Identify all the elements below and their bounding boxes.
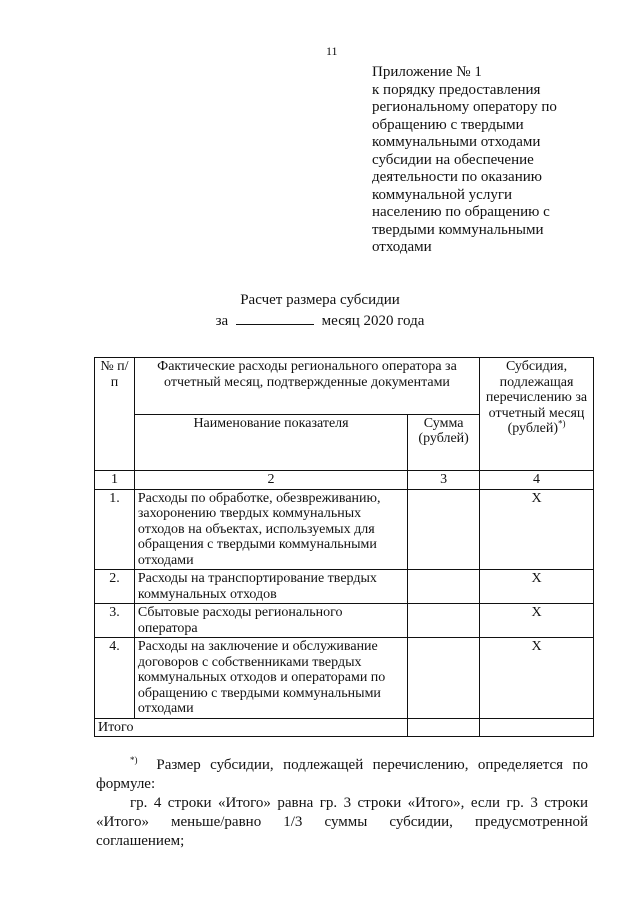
header-indicator-name: Наименование показателя xyxy=(134,414,407,471)
appendix-line: твердыми коммунальными xyxy=(372,221,544,238)
total-row xyxy=(95,718,594,737)
table-row xyxy=(95,489,594,570)
footnote xyxy=(96,756,588,851)
total-subsidy[interactable] xyxy=(480,718,594,737)
header-subsidy xyxy=(480,358,594,471)
table-row xyxy=(95,604,594,638)
appendix-line: отходами xyxy=(372,239,432,255)
row-amount[interactable] xyxy=(408,638,480,719)
period-prefix: за xyxy=(215,313,229,329)
appendix-line: коммунальной услуги xyxy=(372,186,512,203)
column-number: 3 xyxy=(408,471,480,490)
table-row xyxy=(95,638,594,719)
appendix-line: субсидии на обеспечение xyxy=(372,151,534,168)
row-num: 3. xyxy=(95,604,135,638)
row-name: Сбытовые расходы регионального оператора xyxy=(134,604,407,638)
appendix-line: Приложение № 1 xyxy=(372,64,482,80)
calculation-period xyxy=(0,310,640,331)
calculation-title: Расчет размера субсидии xyxy=(240,292,400,308)
header-actual-costs: Фактические расходы регионального оператора за отчетный месяц, подтвержденные документами xyxy=(134,358,479,415)
appendix-line: обращению с твердыми xyxy=(372,116,524,133)
column-number: 2 xyxy=(134,471,407,490)
row-amount[interactable] xyxy=(408,489,480,570)
total-amount[interactable] xyxy=(408,718,480,737)
footnote-text: Размер субсидии, подлежащей перечислению, определяется по формуле: xyxy=(96,757,589,792)
appendix-line: к порядку предоставления xyxy=(372,81,541,98)
period-suffix: месяц 2020 года xyxy=(321,313,425,329)
row-subsidy: Х xyxy=(480,489,594,570)
row-num: 1. xyxy=(95,489,135,570)
footnote-paragraph xyxy=(96,756,588,794)
row-subsidy: Х xyxy=(480,604,594,638)
row-amount[interactable] xyxy=(408,570,480,604)
appendix-header xyxy=(372,64,602,257)
appendix-line: деятельности по оказанию xyxy=(372,169,542,185)
row-num: 4. xyxy=(95,638,135,719)
row-subsidy: Х xyxy=(480,638,594,719)
page-number: 11 xyxy=(326,44,338,58)
total-label: Итого xyxy=(95,718,408,737)
row-amount[interactable] xyxy=(408,604,480,638)
row-name: Расходы на транспортирование твердых коммунальных отходов xyxy=(134,570,407,604)
row-subsidy: Х xyxy=(480,570,594,604)
row-num: 2. xyxy=(95,570,135,604)
footnote-mark: *) xyxy=(558,418,566,429)
footnote-rule: гр. 4 строки «Итого» равна гр. 3 строки «Итого», если гр. 3 строки «Итого» меньше/равно 1/3 суммы субсидии, предусмотренной соглашением; xyxy=(96,795,588,849)
appendix-line: региональному оператору по xyxy=(372,99,557,115)
period-blank-field[interactable] xyxy=(236,310,314,325)
column-number: 1 xyxy=(95,471,135,490)
table-row xyxy=(95,570,594,604)
appendix-line: населению по обращению с xyxy=(372,204,550,220)
row-name: Расходы по обработке, обезвреживанию, захоронению твердых коммунальных отходов на объектах, используемых для обращения с твердыми коммунальными отходами xyxy=(134,489,407,570)
column-number: 4 xyxy=(480,471,594,490)
row-name: Расходы на заключение и обслуживание договоров с собственниками твердых коммунальных отходов и операторами по обращению с твердыми коммунальными отходами xyxy=(134,638,407,719)
subsidy-table xyxy=(94,357,594,737)
header-subsidy-text: Субсидия, подлежащая перечислению за отчетный месяц (рублей) xyxy=(485,359,588,436)
header-num: № п/п xyxy=(95,358,135,471)
header-amount: Сумма (рублей) xyxy=(408,414,480,471)
appendix-line: коммунальными отходами xyxy=(372,134,541,150)
footnote-mark: *) xyxy=(130,755,138,765)
